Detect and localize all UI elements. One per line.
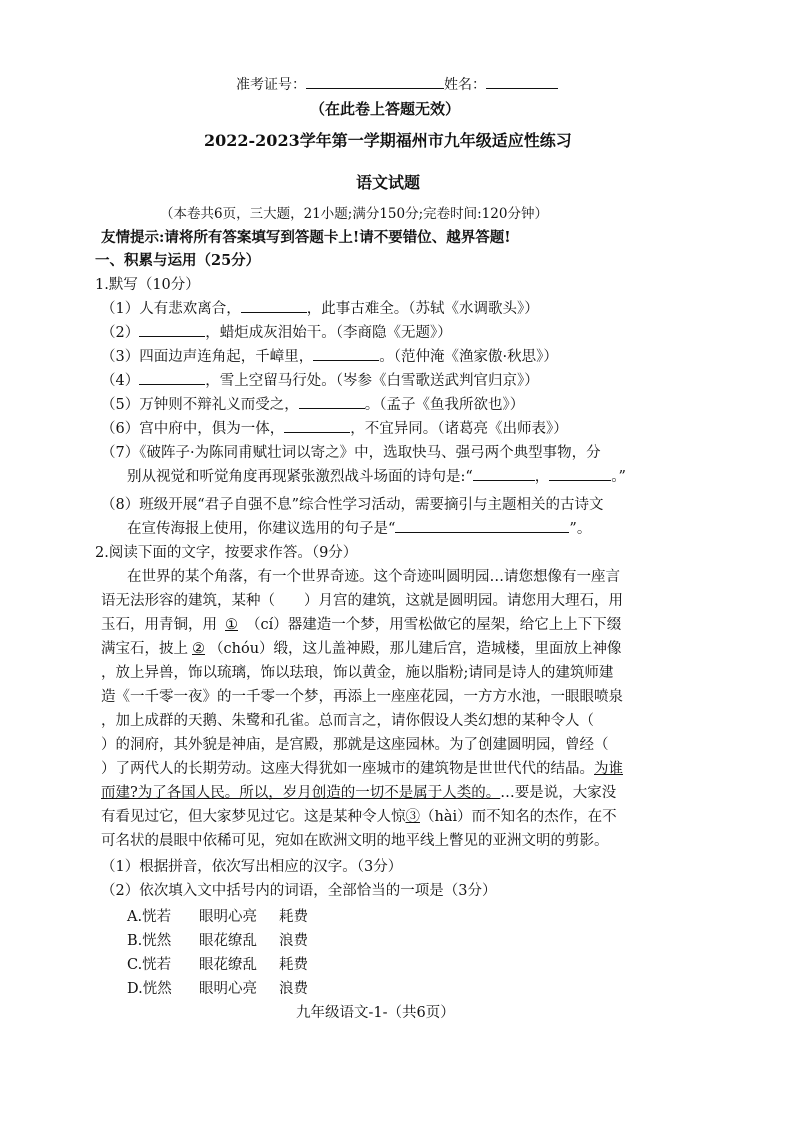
passage-line-12: 可名状的晨眼中依稀可见，宛如在欧洲文明的地平线上瞥见的亚洲文明的剪影。 bbox=[101, 833, 609, 849]
passage-line-8: ）的洞府，其外貌是神庙，是宫殿，那就是这座园林。为了创建圆明园，曾经（ bbox=[101, 737, 609, 753]
passage-line-9: ）了两代人的长期劳动。这座大得犹如一座城市的建筑物是世世代代的结晶。为谁 bbox=[101, 761, 623, 777]
sub-question-1: （1）根据拼音，依次写出相应的汉字。（3分） bbox=[101, 859, 403, 875]
id-label: 准考证号： bbox=[236, 77, 306, 93]
choice-c: C.恍若 眼花缭乱 耗费 bbox=[127, 957, 308, 973]
section-heading: 一、积累与运用（25分） bbox=[95, 252, 261, 269]
q1-item-3: （3）四面边声连角起，千嶂里， 。（范仲淹《渔家傲·秋思》） bbox=[101, 346, 558, 368]
exam-info: （本卷共6页，三大题，21小题;满分150分;完卷时间:120分钟） bbox=[160, 206, 548, 222]
name-blank bbox=[486, 74, 558, 89]
choice-a: A.恍若 眼明心亮 耗费 bbox=[127, 909, 308, 925]
answer-blank bbox=[139, 370, 205, 385]
passage-line-1: 在世界的某个角落，有一个世界奇迹。这个奇迹叫圆明园…请您想像有一座言 bbox=[127, 569, 620, 585]
q1-item-2: （2） ，蜡炬成灰泪始干。（李商隐《无题》） bbox=[101, 322, 452, 344]
blank-marker-3: ③ bbox=[405, 809, 420, 825]
passage-line-2: 语无法形容的建筑，某种（ ）月宫的建筑，这就是圆明园。请您用大理石，用 bbox=[101, 593, 623, 609]
passage-line-5: ，放上异兽，饰以琉璃，饰以珐琅，饰以黄金，施以脂粉;请同是诗人的建筑师建 bbox=[101, 665, 614, 681]
question-2-title: 2.阅读下面的文字，按要求作答。（9分） bbox=[95, 545, 358, 561]
passage-line-10: 而建?为了各国人民。所以，岁月创造的一切不是属于人类的。…要是说，大家没 bbox=[101, 785, 617, 801]
choice-d: D.恍然 眼明心亮 浪费 bbox=[127, 981, 308, 997]
passage-line-3: 玉石，用青铜，用 ① （cí）器建造一个梦，用雪松做它的屋架，给它上上下下缀 bbox=[101, 617, 622, 633]
answer-blank bbox=[473, 466, 535, 481]
exam-title: 2022-2023学年第一学期福州市九年级适应性练习 bbox=[204, 131, 572, 150]
answer-blank bbox=[241, 298, 307, 313]
page-footer: 九年级语文-1-（共6页） bbox=[296, 1005, 455, 1021]
subject-title: 语文试题 bbox=[356, 173, 421, 192]
answer-blank bbox=[299, 394, 365, 409]
passage-line-4: 满宝石，披上 ② （chóu）缎，这儿盖神殿，那儿建后宫，造城楼，里面放上神像 bbox=[101, 641, 622, 657]
underlined-sentence: 为谁 bbox=[594, 761, 623, 777]
q1-item-4: （4） ，雪上空留马行处。（岑参《白雪歌送武判官归京》） bbox=[101, 370, 539, 392]
answer-blank bbox=[313, 346, 379, 361]
q1-item-7-line1: （7）《破阵子·为陈同甫赋壮词以寄之》中，选取快马、强弓两个典型事物，分 bbox=[101, 445, 601, 461]
blank-marker-2: ② bbox=[192, 641, 205, 657]
answer-blank bbox=[395, 518, 569, 533]
q1-item-8-line2: 在宣传海报上使用，你建议选用的句子是“ ”。 bbox=[127, 518, 591, 540]
underlined-sentence: 而建?为了各国人民。所以，岁月创造的一切不是属于人类的。 bbox=[101, 785, 501, 801]
friendly-tip: 友情提示:请将所有答案填写到答题卡上!请不要错位、越界答题! bbox=[101, 229, 511, 246]
q1-item-6: （6）宫中府中，俱为一体， ，不宜异同。（诸葛亮《出师表》） bbox=[101, 418, 568, 440]
candidate-info-line bbox=[236, 74, 558, 96]
passage-line-6: 造《一千零一夜》的一千零一个梦，再添上一座座花园，一方方水池，一眼眼喷泉 bbox=[101, 689, 623, 705]
q1-item-1: （1）人有悲欢离合， ，此事古难全。（苏轼《水调歌头》） bbox=[101, 298, 539, 320]
name-label: 姓名： bbox=[444, 77, 486, 93]
q1-item-7-line2: 别从视觉和听觉角度再现紧张激烈战斗场面的诗句是:“ ， 。” bbox=[127, 466, 626, 488]
id-blank bbox=[306, 74, 444, 89]
question-1-title: 1.默写（10分） bbox=[95, 277, 200, 293]
sub-question-2: （2）依次填入文中括号内的词语，全部恰当的一项是（3分） bbox=[101, 883, 497, 899]
passage-line-11: 有看见过它，但大家梦见过它。这是某种令人惊③（hài）而不知名的杰作，在不 bbox=[101, 809, 617, 825]
invalid-note: （在此卷上答题无效） bbox=[310, 100, 461, 118]
answer-blank bbox=[549, 466, 611, 481]
passage-line-7: ，加上成群的天鹅、朱鹭和孔雀。总而言之，请你假设人类幻想的某种令人（ bbox=[101, 713, 594, 729]
answer-blank bbox=[284, 418, 350, 433]
q1-item-5: （5）万钟则不辩礼义而受之， 。（孟子《鱼我所欲也》） bbox=[101, 394, 524, 416]
answer-blank bbox=[139, 322, 205, 337]
choice-b: B.恍然 眼花缭乱 浪费 bbox=[127, 933, 308, 949]
q1-item-8-line1: （8）班级开展“君子自强不息”综合性学习活动，需要摘引与主题相关的古诗文 bbox=[101, 497, 604, 513]
blank-marker-1: ① bbox=[225, 617, 238, 633]
